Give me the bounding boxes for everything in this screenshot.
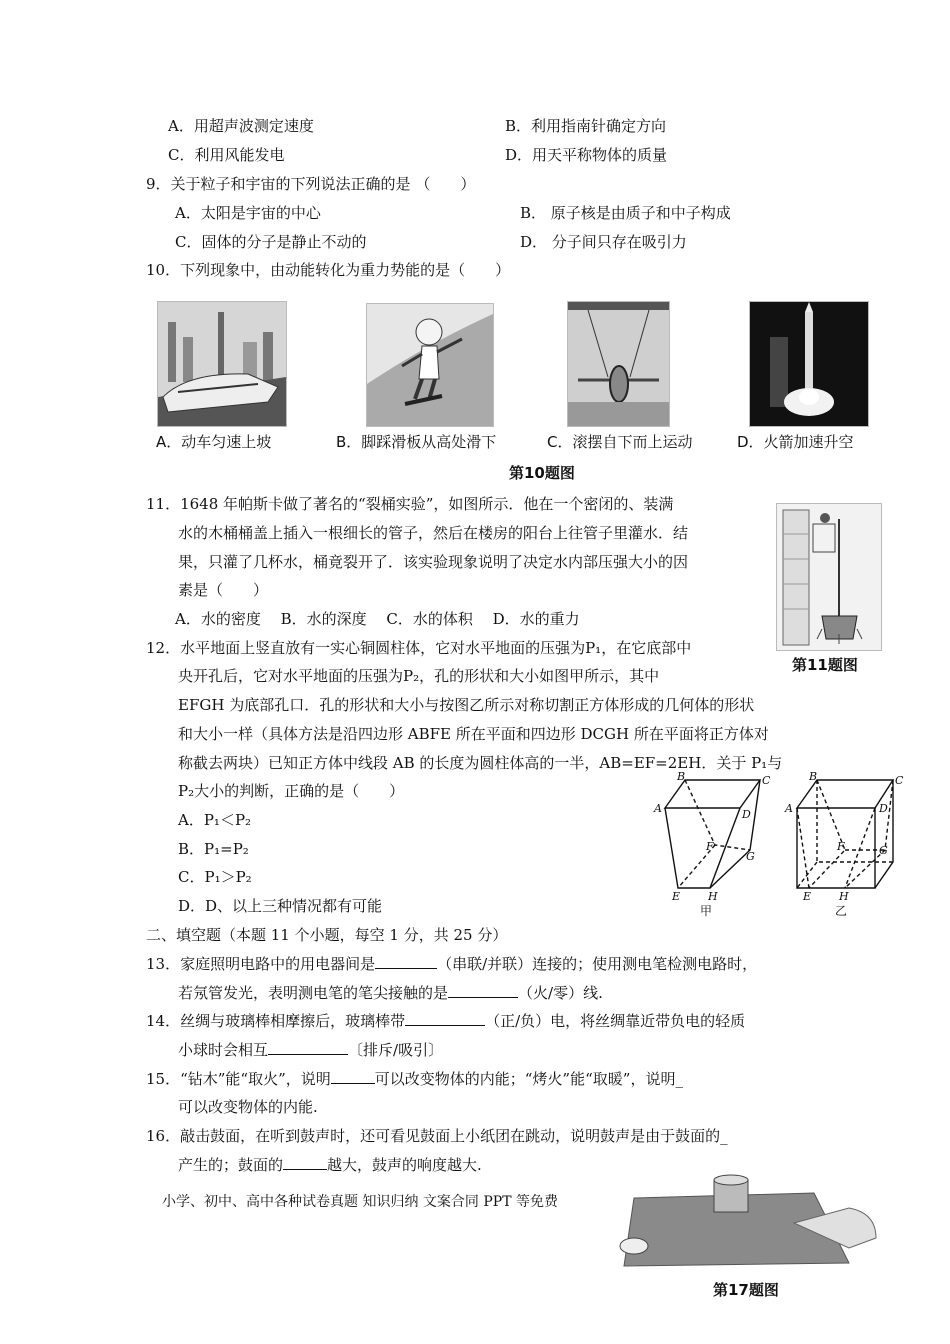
q13-text-2: （串联/并联）连接的；使用测电笔检测电路时， <box>437 955 758 973</box>
yi-vertex-f: F <box>837 840 845 853</box>
q8-option-c: C．利用风能发电 <box>168 146 285 164</box>
q11-line-4: 素是（ ） <box>178 581 269 599</box>
q8-option-a: A．用超声波测定速度 <box>168 117 314 135</box>
q12-line-3: EFGH 为底部孔口．孔的形状和大小与按图乙所示对称切割正方体形成的几何体的形状 <box>178 696 755 714</box>
q12-line-2: 央开孔后，它对水平地面的压强为P₂，孔的形状和大小如图甲所示，其中 <box>178 667 660 685</box>
q14-blank-1[interactable] <box>405 1011 485 1026</box>
q12-option-b: B．P₁=P₂ <box>178 840 249 858</box>
q12-line-1: 12．水平地面上竖直放有一实心铜圆柱体，它对水平地面的压强为P₁，在它底部中 <box>146 639 692 657</box>
q15-text-2: 可以改变物体的内能；“烤火”能“取暖”，说明_ <box>374 1070 683 1088</box>
footer-promo: 小学、初中、高中各种试卷真题 知识归纳 文案合同 PPT 等免费 <box>162 1194 558 1210</box>
q13-line-1 <box>146 954 757 974</box>
q15-line-1 <box>146 1069 683 1089</box>
q12-figure-yi <box>775 770 905 920</box>
q10-train-image <box>157 301 287 427</box>
q12-figure-jia <box>640 770 770 920</box>
q10-skateboard-image <box>366 303 494 427</box>
jia-vertex-d: D <box>742 808 751 821</box>
q14-blank-2[interactable] <box>268 1040 348 1055</box>
q13-text-1: 13．家庭照明电路中的用电器间是 <box>146 955 376 973</box>
jia-vertex-f: F <box>706 840 714 853</box>
yi-vertex-d: D <box>879 802 888 815</box>
yi-vertex-e: E <box>803 890 812 903</box>
yi-vertex-h: H <box>839 890 849 903</box>
q13-blank-2[interactable] <box>448 983 518 998</box>
yi-vertex-a: A <box>785 802 793 815</box>
q11-barrel-image <box>776 503 882 651</box>
q12-option-a: A．P₁＜P₂ <box>178 811 252 829</box>
q10-caption: 第10题图 <box>509 464 575 482</box>
q10-maxwell-wheel-image <box>567 301 670 427</box>
q15-line-2: 可以改变物体的内能. <box>178 1098 318 1116</box>
q12-line-4: 和大小一样（具体方法是沿四边形 ABFE 所在平面和四边形 DCGH 所在平面将正方体对 <box>178 725 769 743</box>
q10-label-d: D．火箭加速升空 <box>737 433 854 451</box>
q8-option-b: B．利用指南针确定方向 <box>505 117 667 135</box>
q14-text-2: （正/负）电，将丝绸靠近带负电的轻质 <box>485 1012 746 1030</box>
q9-option-a: A．太阳是宇宙的中心 <box>175 204 321 222</box>
q10-label-b: B．脚踩滑板从高处滑下 <box>336 433 497 451</box>
q14-line-1 <box>146 1011 745 1031</box>
q14-text-1: 14．丝绸与玻璃棒相摩擦后，玻璃棒带 <box>146 1012 406 1030</box>
section2-heading: 二、填空题（本题 11 个小题，每空 1 分，共 25 分） <box>146 926 508 944</box>
q11-line-1: 11．1648 年帕斯卡做了著名的“裂桶实验”，如图所示．他在一个密闭的、装满 <box>146 495 674 513</box>
q16-line-2 <box>178 1155 482 1175</box>
fig-yi-label: 乙 <box>835 904 848 918</box>
q11-options: A．水的密度 B．水的深度 C．水的体积 D．水的重力 <box>175 610 580 628</box>
q10-stem: 10．下列现象中，由动能转化为重力势能的是（ ） <box>146 261 511 279</box>
q10-rocket-image <box>749 301 869 427</box>
q9-option-c: C．固体的分子是静止不动的 <box>175 233 367 251</box>
q9-stem: 9．关于粒子和宇宙的下列说法正确的是 （ ） <box>146 175 476 193</box>
yi-vertex-g: G <box>879 844 888 857</box>
q14-text-3: 小球时会相互 <box>178 1041 269 1059</box>
q17-caption: 第17题图 <box>713 1281 779 1299</box>
q11-caption: 第11题图 <box>792 656 858 674</box>
yi-vertex-c: C <box>895 774 904 787</box>
q12-option-c: C．P₁＞P₂ <box>178 868 252 886</box>
jia-vertex-h: H <box>708 890 718 903</box>
q15-text-1: 15．“钻木”能“取火”，说明 <box>146 1070 331 1088</box>
q14-line-2 <box>178 1040 443 1060</box>
q16-text-2: 产生的；鼓面的 <box>178 1156 284 1174</box>
jia-vertex-e: E <box>672 890 681 903</box>
q17-drum-image <box>614 1168 880 1268</box>
q13-text-3: 若氖管发光，表明测电笔的笔尖接触的是 <box>178 984 449 1002</box>
q9-option-b: B． 原子核是由质子和中子构成 <box>520 204 731 222</box>
q12-line-5: 称截去两块）已知正方体中线段 AB 的长度为圆柱体高的一半，AB=EF=2EH．关于 P₁与 <box>178 754 783 772</box>
q16-text-3: 越大，鼓声的响度越大. <box>327 1156 482 1174</box>
q12-option-d: D．D、以上三种情况都有可能 <box>178 897 383 915</box>
q12-line-6: P₂大小的判断，正确的是（ ） <box>178 782 405 800</box>
q11-line-2: 水的木桶桶盖上插入一根细长的管子，然后在楼房的阳台上往管子里灌水．结 <box>178 524 689 542</box>
jia-vertex-a: A <box>654 802 662 815</box>
q13-text-4: （火/零）线. <box>518 984 603 1002</box>
jia-vertex-c: C <box>762 774 770 787</box>
jia-vertex-g: G <box>746 850 755 863</box>
q13-line-2 <box>178 983 603 1003</box>
q8-option-d: D．用天平称物体的质量 <box>505 146 668 164</box>
fig-jia-label: 甲 <box>700 904 713 918</box>
yi-vertex-b: B <box>809 770 818 783</box>
q15-blank-1[interactable] <box>331 1069 375 1084</box>
q10-label-c: C．滚摆自下而上运动 <box>547 433 693 451</box>
q13-blank-1[interactable] <box>375 954 437 969</box>
q16-line-1: 16．敲击鼓面，在听到鼓声时，还可看见鼓面上小纸团在跳动，说明鼓声是由于鼓面的_ <box>146 1127 728 1145</box>
q11-line-3: 果，只灌了几杯水，桶竟裂开了．该实验现象说明了决定水内部压强大小的因 <box>178 553 689 571</box>
q10-label-a: A．动车匀速上坡 <box>156 433 272 451</box>
q16-blank-1[interactable] <box>283 1155 327 1170</box>
q9-option-d: D． 分子间只存在吸引力 <box>520 233 687 251</box>
jia-vertex-b: B <box>677 770 686 783</box>
q14-text-4: 〔排斥/吸引〕 <box>348 1041 444 1059</box>
